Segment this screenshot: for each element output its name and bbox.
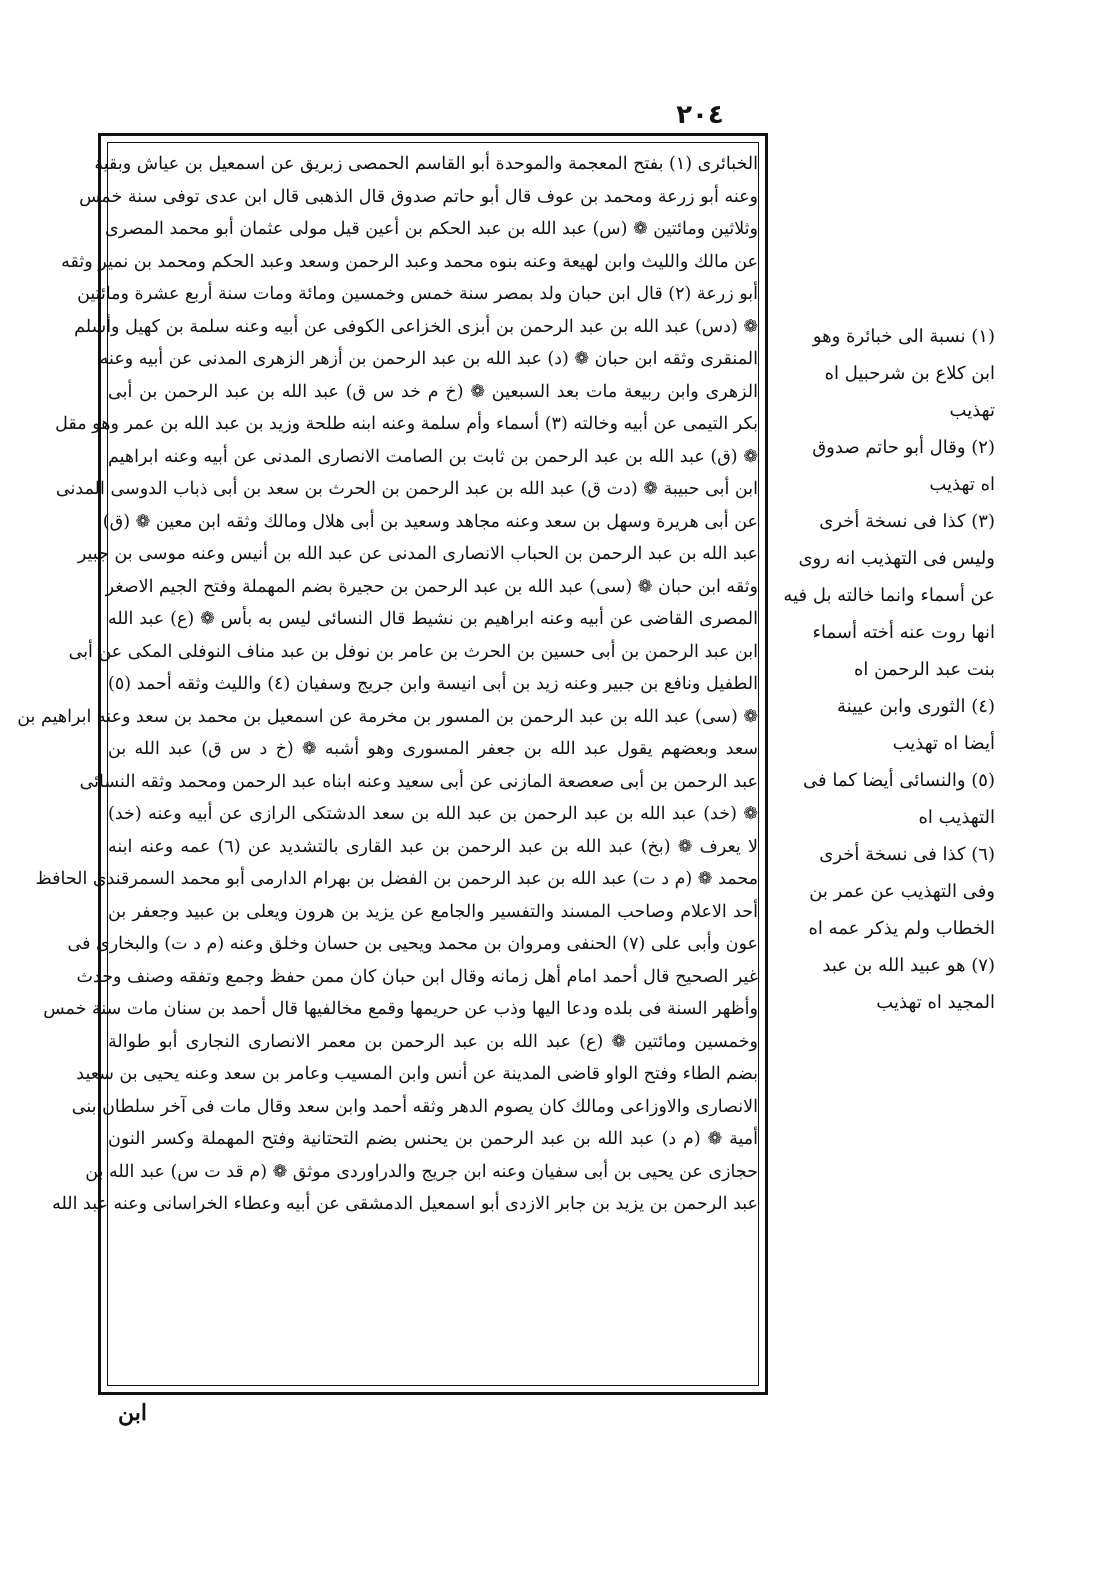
footnote-line: وفى التهذيب عن عمر بن <box>809 881 995 902</box>
text-line: عن مالك والليث وابن لهيعة وعنه بنوه محمد وعبد الرحمن وسعد وعبد الحكم ومحمد بن نمير وثقه <box>61 251 758 272</box>
text-line: سعد وبعضهم يقول عبد الله بن جعفر المسورى وهو أشبه ❁ (خ د س ق) عبد الله بن <box>108 739 758 759</box>
footnote-line: (٤) الثورى وابن عيينة <box>837 696 995 717</box>
text-line: ❁ (دس) عبد الله بن عبد الرحمن بن أبزى الخزاعى الكوفى عن أبيه وعنه سلمة بن كهيل وأسلم <box>74 316 758 337</box>
text-line: وأظهر السنة فى بلده ودعا اليها وذب عن حريمها وقمع مخالفيها قال أحمد بن سنان مات سنة خمس <box>43 999 758 1019</box>
footnote-line: وليس فى التهذيب انه روى <box>798 548 995 569</box>
text-line: عبد الرحمن بن أبى صعصعة المازنى عن أبى سعيد وعنه ابناه عبد الرحمن ومحمد وثقه النسائى <box>79 771 758 792</box>
text-line: محمد ❁ (م د ت) عبد الله بن عبد الرحمن بن الفضل بن بهرام الدارمى أبو محمد السمرقندى الحافظ <box>35 869 758 889</box>
footnote-line: (٢) وقال أبو حاتم صدوق <box>812 437 995 458</box>
text-line: عبد الرحمن بن يزيد بن جابر الازدى أبو اسمعيل الدمشقى عن أبيه وعطاء الخراسانى وعنه عبد الله <box>52 1194 758 1214</box>
footnote-line: عن أسماء وانما خالته بل فيه <box>783 585 995 606</box>
footnote-line: انها روت عنه أخته أسماء <box>812 622 995 643</box>
footnote-line: (١) نسبة الى خبائرة وهو <box>812 326 995 347</box>
catchword: ابن <box>118 1400 147 1426</box>
text-line: ❁ (سى) عبد الله بن عبد الرحمن بن المسور بن مخرمة عن اسمعيل بن محمد بن سعد وعنه ابراهيم بن <box>17 706 758 727</box>
text-line: غير الصحيح قال أحمد امام أهل زمانه وقال ابن حبان كان ممن حفظ وجمع وتفقه وصنف وحدث <box>76 966 758 987</box>
footnote-line: المجيد اه تهذيب <box>876 992 995 1013</box>
text-line: وثلاثين ومائتين ❁ (س) عبد الله بن عبد الحكم بن أعين قيل مولى عثمان أبو محمد المصرى <box>105 219 758 239</box>
main-text-block <box>17 148 758 1388</box>
text-line: المنقرى وثقه ابن حبان ❁ (د) عبد الله بن عبد الرحمن بن أزهر الزهرى المدنى عن أبيه وعنه <box>99 349 758 369</box>
footnote-line: (٥) والنسائى أيضا كما فى <box>803 770 995 791</box>
text-line: ابن عبد الرحمن بن أبى حسين بن الحرث بن عامر بن نوفل بن عبد مناف النوفلى المكى عن أبى <box>68 641 758 662</box>
text-line: أحد الاعلام وصاحب المسند والتفسير والجامع عن يزيد بن هرون ويعلى بن عبيد وجعفر بن <box>108 901 758 922</box>
footnote-line: تهذيب <box>949 400 995 421</box>
footnote-line: (٣) كذا فى نسخة أخرى <box>819 511 995 532</box>
text-line: ❁ (خد) عبد الله بن عبد الرحمن بن عبد الله بن سعد الدشتكى الرازى عن أبيه وعنه (خد) <box>108 804 758 824</box>
text-line: ❁ (ق) عبد الله بن عبد الرحمن بن ثابت بن الصامت الانصارى المدنى عن أبيه وعنه ابراهيم <box>108 446 758 467</box>
text-line: حجازى عن يحيى بن أبى سفيان وعنه ابن جريج والدراوردى موثق ❁ (م قد ت س) عبد الله بن <box>85 1161 758 1182</box>
text-line: أمية ❁ (م د) عبد الله بن عبد الرحمن بن يحنس بضم التحتانية وفتح المهملة وكسر النون <box>108 1129 758 1149</box>
footnotes-margin <box>780 318 995 1021</box>
text-line: الانصارى والاوزاعى ومالك كان يصوم الدهر وثقه أحمد وابن سعد وقال مات فى آخر سلطان بنى <box>71 1096 758 1117</box>
text-line: بضم الطاء وفتح الواو قاضى المدينة عن أنس وابن المسيب وعامر بن سعد وعنه يحيى بن سعيد <box>76 1064 758 1084</box>
text-line: الزهرى وابن ربيعة مات بعد السبعين ❁ (خ م خد س ق) عبد الله بن عبد الرحمن بن أبى <box>108 381 758 402</box>
text-line: الطفيل ونافع بن جبير وعنه زيد بن أبى انيسة وابن جريج وسفيان (٤) والليث وثقه أحمد (٥) <box>108 674 758 694</box>
footnote-line: ابن كلاع بن شرحبيل اه <box>824 363 995 384</box>
footnote-line: (٦) كذا فى نسخة أخرى <box>819 844 995 865</box>
text-line: الخبائرى (١) بفتح المعجمة والموحدة أبو القاسم الحمصى زبريق عن اسمعيل بن عياش وبقية <box>94 154 758 174</box>
text-line: المصرى القاضى عن أبيه وعنه ابراهيم بن نشيط قال النسائى ليس به بأس ❁ (ع) عبد الله <box>108 609 758 629</box>
text-line: أبو زرعة (٢) قال ابن حبان ولد بمصر سنة خمس وخمسين ومائة ومات سنة أربع عشرة ومائتين <box>77 284 758 304</box>
footnote-line: الخطاب ولم يذكر عمه اه <box>808 918 995 939</box>
text-line: لا يعرف ❁ (بخ) عبد الله بن عبد الرحمن بن عبد القارى بالتشديد عن (٦) عمه وعنه ابنه <box>108 836 758 857</box>
page-number: ٢٠٤ <box>676 100 724 130</box>
text-line: وخمسين ومائتين ❁ (ع) عبد الله بن عبد الرحمن بن معمر الانصارى النجارى أبو طوالة <box>108 1031 758 1052</box>
text-line: ابن أبى حبيبة ❁ (دت ق) عبد الله بن عبد الرحمن بن الحرث بن سعد بن أبى ذباب الدوسى المدنى <box>55 479 758 499</box>
text-line: عن أبى هريرة وسهل بن سعد وعنه مجاهد وسعيد بن أبى هلال ومالك وثقه ابن معين ❁ (ق) <box>102 511 758 532</box>
footnote-line: اه تهذيب <box>929 474 995 495</box>
footnote-line: التهذيب اه <box>918 807 995 828</box>
text-line: وثقه ابن حبان ❁ (سى) عبد الله بن عبد الرحمن بن حجيرة بضم المهملة وفتح الجيم الاصغر <box>105 576 758 597</box>
footnote-line: (٧) هو عبيد الله بن عبد <box>822 955 995 976</box>
text-line: بكر التيمى عن أبيه وخالته (٣) أسماء وأم سلمة وعنه ابنه طلحة وزيد بن عبد الله بن عمر وهو مقل <box>55 414 758 434</box>
footnote-line: أيضا اه تهذيب <box>892 733 995 754</box>
text-line: وعنه أبو زرعة ومحمد بن عوف قال أبو حاتم صدوق قال الذهبى قال ابن عدى توفى سنة خمس <box>79 186 758 207</box>
text-line: عبد الله بن عبد الرحمن بن الحباب الانصارى المدنى عن عبد الله بن أنيس وعنه موسى بن جبير <box>77 544 758 564</box>
text-line: عون وأبى على (٧) الحنفى ومروان بن محمد ويحيى بن حسان وخلق وعنه (م د ت) والبخارى فى <box>67 934 758 954</box>
footnote-line: بنت عبد الرحمن اه <box>854 659 995 680</box>
